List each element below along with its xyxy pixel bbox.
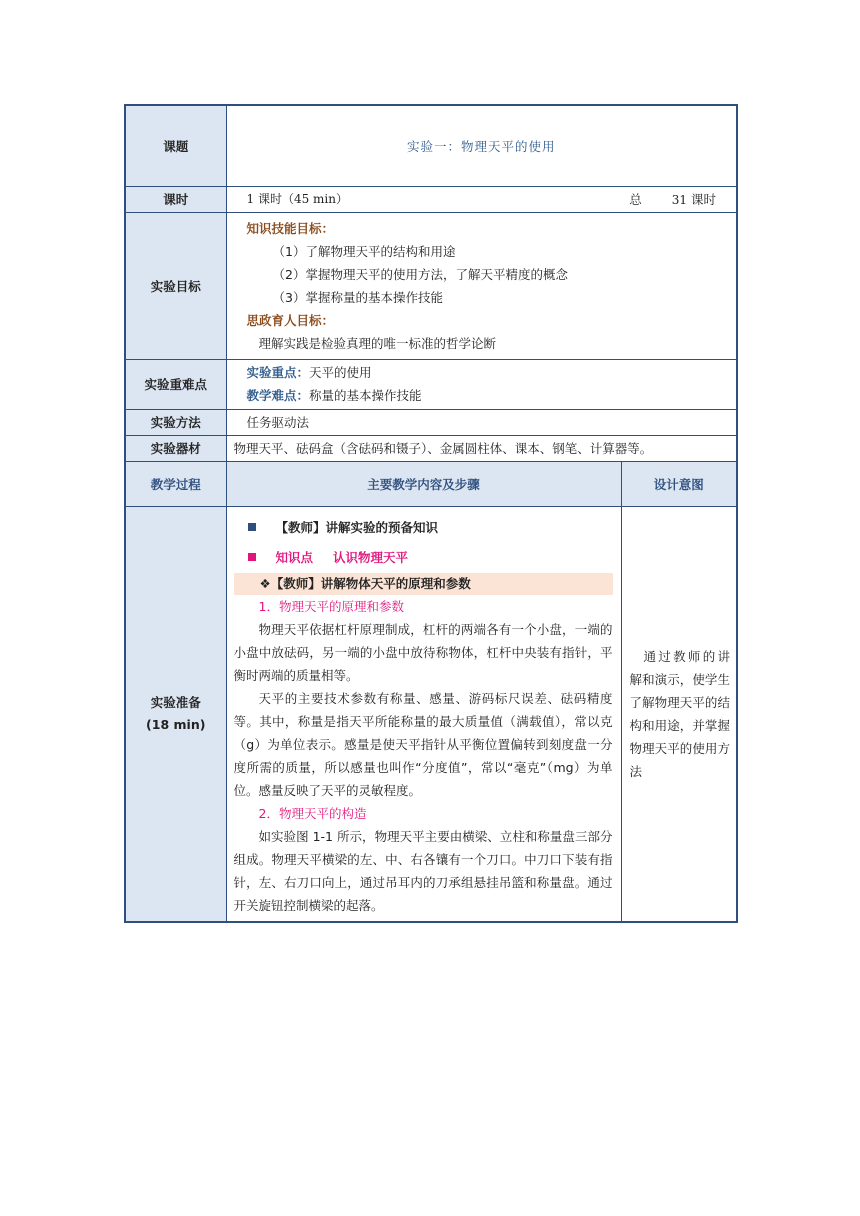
goals-cell <box>226 212 737 359</box>
header-content: 主要教学内容及步骤 <box>226 461 621 506</box>
square-bullet-icon <box>248 523 256 531</box>
hours-value: 1 课时（45 min） <box>246 192 348 206</box>
subheading-structure: 2．物理天平的构造 <box>258 805 367 821</box>
equipment-row <box>125 435 737 461</box>
difficulty-label: 教学难点： <box>246 388 310 403</box>
hours-row <box>125 186 737 212</box>
keypoints-row <box>125 359 737 409</box>
total-hours <box>629 190 716 208</box>
paragraph-parameters: 天平的主要技术参数有称量、感量、游码标尺误差、砝码精度等。其中，称量是指天平所能称量的最大质量值（满载值），常以克（g）为单位表示。感量是使天平指针从平衡位置偏转到刻度盘一分度所需的质量，所以感量也叫作“分度值”，常以“毫克”（mg）为单位。感量反映了天平的灵敏程度。 <box>233 690 613 798</box>
course-row <box>125 105 737 186</box>
prep-row <box>125 506 737 922</box>
process-header-row <box>125 461 737 506</box>
method-row <box>125 409 737 435</box>
keypoints-label: 实验重难点 <box>125 359 226 409</box>
paragraph-structure: 如实验图 1-1 所示，物理天平主要由横梁、立柱和称量盘三部分组成。物理天平横梁的左、中、右各镶有一个刀口。中刀口下装有指针，左、右刀口向上，通过吊耳内的刀承组悬挂吊篮和称量盘。通过开关旋钮控制横梁的起落。 <box>233 828 613 913</box>
course-label: 课题 <box>125 105 226 186</box>
total-unit: 课时 <box>691 192 717 207</box>
goals-label: 实验目标 <box>125 212 226 359</box>
prep-label-duration: (18 min) <box>146 716 206 732</box>
equipment-label: 实验器材 <box>125 435 226 461</box>
lesson-plan-table <box>124 104 738 923</box>
ideology-text: 理解实践是检验真理的唯一标准的哲学论断 <box>258 335 497 351</box>
knowledge-bullet <box>234 547 613 569</box>
knowledge-item: （3）掌握称量的基本操作技能 <box>272 289 443 305</box>
teacher-bullet <box>234 517 613 539</box>
keypoints-cell <box>226 359 737 409</box>
design-intent: 通过教师的讲解和演示，使学生了解物理天平的结构和用途，并掌握物理天平的使用方法 <box>621 506 737 922</box>
equipment-value: 物理天平、砝码盒（含砝码和镊子）、金属圆柱体、课本、钢笔、计算器等。 <box>226 435 737 461</box>
prep-content <box>226 506 621 922</box>
prep-label <box>125 506 226 922</box>
knowledge-point-label: 知识点 <box>275 549 314 565</box>
goals-row <box>125 212 737 359</box>
difficulty-text: 称量的基本操作技能 <box>309 388 422 403</box>
method-value: 任务驱动法 <box>226 409 737 435</box>
ideology-heading: 思政育人目标： <box>246 312 335 328</box>
teacher-band: ❖【教师】讲解物体天平的原理和参数 <box>234 573 613 595</box>
header-intent: 设计意图 <box>621 461 737 506</box>
header-process: 教学过程 <box>125 461 226 506</box>
teacher-bullet-text: 【教师】讲解实验的预备知识 <box>275 519 439 535</box>
focus-text: 天平的使用 <box>309 365 372 380</box>
hours-cell <box>226 186 737 212</box>
prep-label-title: 实验准备 <box>150 694 201 710</box>
difficulty-line <box>247 384 737 407</box>
subheading-principle: 1．物理天平的原理和参数 <box>258 598 404 614</box>
knowledge-heading: 知识技能目标： <box>246 220 335 236</box>
focus-line <box>247 361 737 384</box>
focus-label: 实验重点： <box>246 365 310 380</box>
knowledge-item: （2）掌握物理天平的使用方法，了解天平精度的概念 <box>272 266 568 282</box>
hours-label: 课时 <box>125 186 226 212</box>
knowledge-item: （1）了解物理天平的结构和用途 <box>272 243 456 259</box>
square-bullet-icon <box>248 553 256 561</box>
method-label: 实验方法 <box>125 409 226 435</box>
total-label: 总 <box>629 192 642 207</box>
paragraph-principle: 物理天平依据杠杆原理制成，杠杆的两端各有一个小盘，一端的小盘中放砝码，另一端的小盘中放待称物体，杠杆中央装有指针，平衡时两端的质量相等。 <box>233 621 613 683</box>
knowledge-point-title: 认识物理天平 <box>333 549 409 565</box>
total-value: 31 <box>671 193 688 207</box>
course-title: 实验一：物理天平的使用 <box>226 105 737 186</box>
